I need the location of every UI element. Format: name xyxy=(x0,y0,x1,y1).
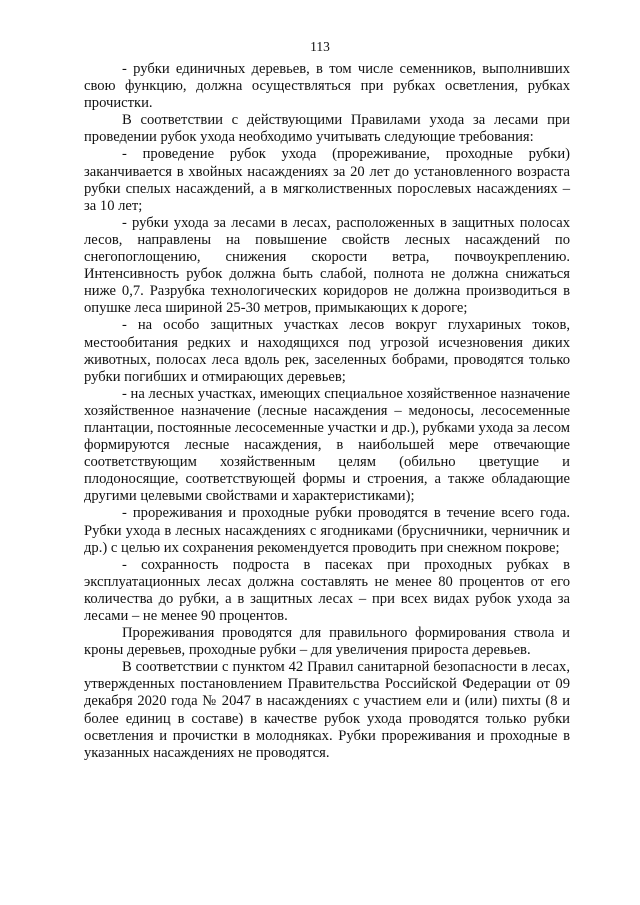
page-number: 113 xyxy=(310,39,330,54)
paragraph-sanitary-rules: В соответствии с пунктом 42 Правил санитарной безопасности в лесах, утвержденных постановлением Правительства Российской Федерации от 09 декабря 2020 года № 2047 в насаждениях с участием ели и (или) пихты (8 и более единиц в составе) в качестве рубок ухода проводятся только рубки осветления и прочистки в молодняках. Рубки прореживания и проходные в указанных насаждениях не проводятся. xyxy=(84,659,570,761)
paragraph-special-purpose-plots: - на лесных участках, имеющих специальное хозяйственное назначение хозяйственное назначение (лесные насаждения – медоносы, лесосеменные плантации, постоянные лесосеменные участки и др.), рубками ухода за лесом формируются лесные насаждения, в наибольшей мере отвечающие соответствующим хозяйственным целям (обильно цветущие и плодоносящие, соответствующей формы и строения, а также обладающие другими целевыми свойствами и характеристиками); xyxy=(84,385,570,505)
paragraph-protective-strips: - рубки ухода за лесами в лесах, расположенных в защитных полосах лесов, направлены на повышение свойств лесных насаждений по снегопоглощению, снижения скорости ветра, почвоукреплению. Интенсивность рубок должна быть слабой, полнота не должна снижаться ниже 0,7. Разрубка технологических коридоров не должна производиться в опушке леса шириной 25-30 метров, примыкающих к дороге; xyxy=(84,214,570,317)
paragraph-felling-single-trees: - рубки единичных деревьев, в том числе семенников, выполнивших свою функцию, должна осуществляться при рубках осветления, рубках прочистки. xyxy=(84,61,570,112)
paragraph-special-protective-areas: - на особо защитных участках лесов вокруг глухариных токов, местообитания редких и находящихся под угрозой исчезновения диких животных, полосах леса вдоль рек, заселенных бобрами, проводятся только рубки погибших и отмирающих деревьев; xyxy=(84,317,570,385)
paragraph-care-rules-intro: В соответствии с действующими Правилами ухода за лесами при проведении рубок ухода необходимо учитывать следующие требования: xyxy=(84,112,570,146)
paragraph-thinning-season: - прореживания и проходные рубки проводятся в течение всего года. Рубки ухода в лесных насаждениях с ягодниками (брусничники, черничник и др.) с целью их сохранения рекомендуется проводить при снежном покрове; xyxy=(84,505,570,556)
paragraph-undergrowth-preservation: - сохранность подроста в пасеках при проходных рубках в эксплуатационных лесах должна составлять не менее 80 процентов от его количества до рубки, а в защитных лесах – при всех видах рубок ухода за лесами – не менее 90 процентов. xyxy=(84,556,570,624)
paragraph-thinning-purpose: Прореживания проводятся для правильного формирования ствола и кроны деревьев, проходные рубки – для увеличения прироста деревьев. xyxy=(84,625,570,659)
document-body xyxy=(84,61,570,762)
paragraph-thinning-end-age: - проведение рубок ухода (прореживание, проходные рубки) заканчивается в хвойных насаждениях за 20 лет до установленного возраста рубки спелых насаждений, а в мягколиственных порослевых насаждениях – за 10 лет; xyxy=(84,146,570,214)
